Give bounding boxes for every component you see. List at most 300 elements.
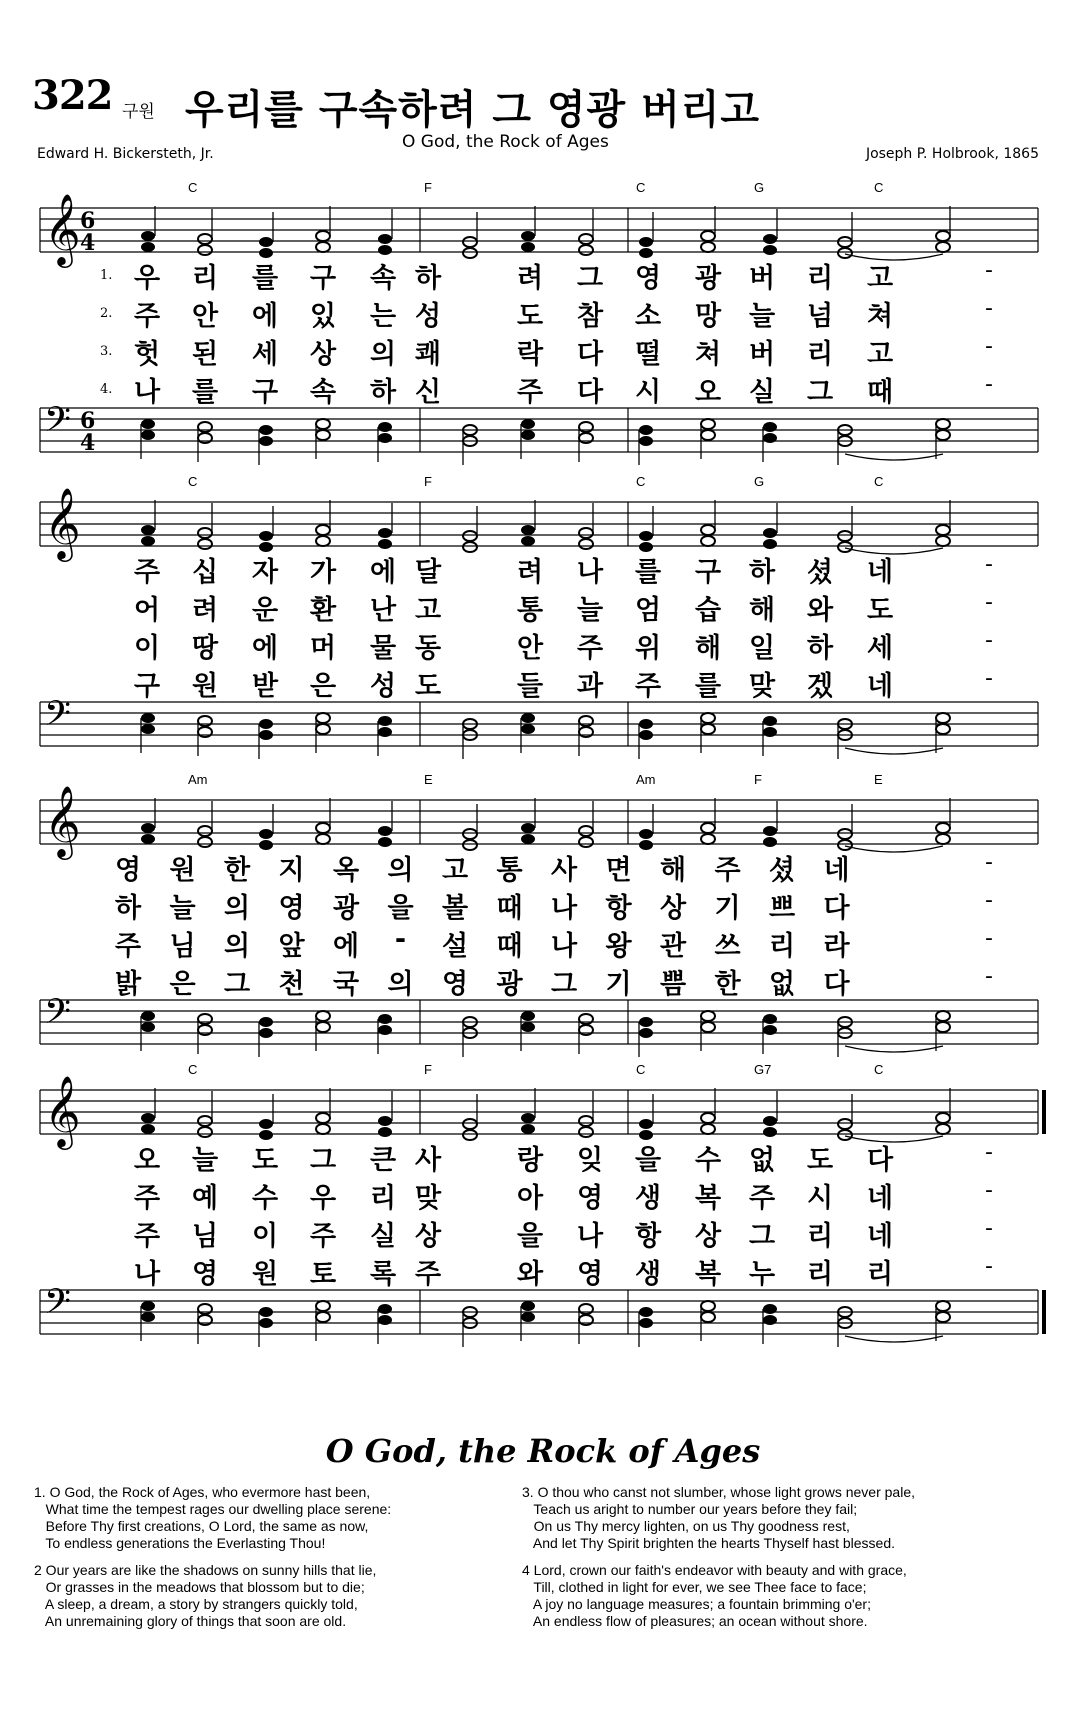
composer: Joseph P. Holbrook, 1865 <box>865 146 1039 162</box>
lyric-syllable: 쳐 <box>694 339 722 370</box>
lyric-syllable: 왕 <box>605 931 632 962</box>
note <box>701 430 715 440</box>
extender-dash: - <box>985 258 993 283</box>
lyric-syllable: 와 <box>806 595 834 626</box>
bass-clef-icon: 𝄢 <box>44 399 72 448</box>
lyric-syllable: 이 <box>133 633 161 664</box>
lyric-syllable: 영 <box>191 1259 219 1290</box>
chord-symbol: G <box>754 474 765 489</box>
lyric-syllable: 신 <box>414 377 442 408</box>
note <box>763 727 777 737</box>
note <box>763 1014 777 1024</box>
time-signature-bottom: 4 <box>80 430 96 456</box>
note <box>936 525 950 535</box>
note <box>378 1315 392 1325</box>
lyric-syllable: 라 <box>823 931 850 962</box>
note <box>763 1315 777 1325</box>
note <box>316 1301 330 1311</box>
lyric-syllable: 고 <box>866 263 894 294</box>
note <box>141 1301 155 1311</box>
lyric-syllable: 원 <box>191 671 219 702</box>
lyric-syllable: 그 <box>748 1221 776 1252</box>
note <box>701 834 715 844</box>
lyric-syllable: 주 <box>634 671 662 702</box>
english-title: O God, the Rock of Ages <box>325 1432 761 1470</box>
lyric-syllable: 려 <box>516 263 544 294</box>
note <box>198 539 212 549</box>
note <box>378 727 392 737</box>
note <box>701 536 715 546</box>
lyric-syllable: 잊 <box>576 1145 604 1176</box>
extender-dash: - <box>985 1178 993 1203</box>
note <box>141 419 155 429</box>
note <box>378 837 392 847</box>
note <box>521 1113 535 1123</box>
note <box>521 823 535 833</box>
lyric-syllable: 엄 <box>634 595 662 626</box>
lyric-syllable: 영 <box>278 893 305 924</box>
note <box>521 525 535 535</box>
english-subtitle: O God, the Rock of Ages <box>402 132 609 152</box>
extender-dash: - <box>985 888 993 913</box>
lyric-syllable: 토 <box>309 1259 337 1290</box>
lyric-syllable: 나 <box>576 557 604 588</box>
lyric-syllable: 운 <box>251 595 279 626</box>
note <box>838 237 852 247</box>
lyric-syllable: 달 <box>414 557 442 588</box>
note <box>198 528 212 538</box>
verse-line: Teach us aright to number our years before they fail; <box>522 1501 858 1517</box>
treble-staff <box>40 502 1038 546</box>
lyric-syllable: 하 <box>369 377 397 408</box>
chord-symbol: C <box>874 474 884 489</box>
lyric-syllable: 수 <box>694 1145 722 1176</box>
note <box>639 730 653 740</box>
lyric-syllable: 네 <box>866 1183 894 1214</box>
note <box>521 242 535 252</box>
english-verse <box>522 1562 907 1630</box>
extender-dash: - <box>985 666 993 691</box>
note <box>316 419 330 429</box>
time-signature-top: 6 <box>80 208 96 234</box>
note <box>141 1022 155 1032</box>
lyric-syllable: 그 <box>576 263 604 294</box>
lyric-syllable: 해 <box>748 595 776 626</box>
note <box>936 1022 950 1032</box>
note <box>463 1119 477 1129</box>
verse-number: 1. <box>100 268 113 283</box>
lyric-line <box>0 550 1086 586</box>
lyric-syllable: 리 <box>806 339 834 370</box>
lyric-syllable: 없 <box>768 969 796 1000</box>
lyric-syllable: 를 <box>251 263 279 294</box>
note <box>579 234 593 244</box>
extender-dash: - <box>985 1254 993 1279</box>
lyric-syllable: 때 <box>496 931 523 962</box>
verse-line: What time the tempest rages our dwelling place serene: <box>34 1501 392 1517</box>
note <box>521 724 535 734</box>
note <box>198 1127 212 1137</box>
lyric-syllable: 주 <box>748 1183 776 1214</box>
note <box>198 245 212 255</box>
lyric-syllable: 영 <box>441 969 469 1000</box>
lyric-syllable: 오 <box>694 377 722 408</box>
lyric-syllable: 기 <box>605 969 632 1000</box>
note <box>763 1304 777 1314</box>
note <box>378 528 392 538</box>
note <box>936 419 950 429</box>
note <box>763 1127 777 1137</box>
lyric-syllable: 해 <box>659 855 687 886</box>
lyric-syllable: 한 <box>223 855 251 886</box>
lyric-syllable: 고 <box>414 595 442 626</box>
note <box>521 430 535 440</box>
hymn-category: 구원 <box>122 102 155 122</box>
lyric-syllable: 셨 <box>806 557 834 588</box>
lyric-syllable: 하 <box>806 633 834 664</box>
lyric-syllable: 은 <box>309 671 337 702</box>
lyric-syllable: 소 <box>634 301 662 332</box>
lyric-syllable: 구 <box>309 263 337 294</box>
lyric-syllable: 맞 <box>414 1183 442 1214</box>
lyricist: Edward H. Bickersteth, Jr. <box>37 146 214 162</box>
note <box>316 536 330 546</box>
treble-staff <box>40 1090 1038 1134</box>
note <box>259 1028 273 1038</box>
chord-symbol: C <box>636 474 646 489</box>
time-signature-bottom: 4 <box>80 230 96 256</box>
note <box>521 1312 535 1322</box>
verse-line: Before Thy first creations, O Lord, the same as now, <box>34 1518 369 1534</box>
note <box>701 525 715 535</box>
lyric-syllable: 다 <box>866 1145 894 1176</box>
note <box>639 1318 653 1328</box>
note <box>378 1025 392 1035</box>
note <box>259 425 273 435</box>
note <box>701 419 715 429</box>
note <box>259 1017 273 1027</box>
note <box>378 1014 392 1024</box>
verse-line: Or grasses in the meadows that blossom but to die; <box>34 1579 365 1595</box>
treble-clef-icon: 𝄞 <box>44 192 81 265</box>
lyric-syllable: 떨 <box>634 339 662 370</box>
lyric-syllable: 다 <box>823 969 850 1000</box>
lyric-syllable: 의 <box>387 969 414 1000</box>
bass-clef-icon: 𝄢 <box>44 1281 72 1330</box>
tie <box>845 454 943 460</box>
lyric-syllable: 다 <box>576 377 604 408</box>
chord-symbol: E <box>874 772 883 787</box>
lyric-syllable: 때 <box>866 377 894 408</box>
english-verse <box>34 1484 391 1552</box>
lyric-syllable: 에 <box>332 931 360 962</box>
note <box>198 1116 212 1126</box>
note <box>521 834 535 844</box>
note <box>579 1116 593 1126</box>
chord-symbol: E <box>424 772 433 787</box>
lyric-syllable: 항 <box>634 1221 662 1252</box>
chord-symbol: F <box>424 474 432 489</box>
lyric-syllable: 맞 <box>748 671 776 702</box>
note <box>838 1119 852 1129</box>
korean-title: 우리를 구속하려 그 영광 버리고 <box>185 87 761 133</box>
lyric-syllable: 려 <box>191 595 219 626</box>
note <box>378 1116 392 1126</box>
lyric-syllable: 실 <box>369 1221 397 1252</box>
lyric-line <box>0 1176 1086 1212</box>
chord-symbol: Am <box>188 772 208 787</box>
lyric-syllable: 쳐 <box>866 301 894 332</box>
lyric-syllable: 를 <box>191 377 219 408</box>
note <box>316 823 330 833</box>
note <box>763 539 777 549</box>
extender-dash: - <box>985 296 993 321</box>
lyric-syllable: 위 <box>634 633 662 664</box>
lyric-syllable: 하 <box>414 263 442 294</box>
lyric-syllable: 주 <box>714 855 741 886</box>
lyric-syllable: 복 <box>694 1183 722 1214</box>
note <box>378 1304 392 1314</box>
note <box>639 1307 653 1317</box>
note <box>763 245 777 255</box>
bass-staff <box>40 702 1038 746</box>
note <box>763 1116 777 1126</box>
lyric-syllable: 에 <box>369 557 397 588</box>
lyric-syllable: 한 <box>714 969 741 1000</box>
verse-line: 4 Lord, crown our faith's endeavor with beauty and with grace, <box>522 1562 907 1578</box>
lyric-syllable: 기 <box>714 893 741 924</box>
lyric-syllable: 네 <box>866 557 894 588</box>
chord-symbol: C <box>188 474 198 489</box>
lyric-syllable: 받 <box>251 671 279 702</box>
lyric-syllable: 를 <box>634 557 662 588</box>
lyric-syllable: 실 <box>748 377 776 408</box>
lyric-line <box>0 256 1086 292</box>
verse-line: And let Thy Spirit brighten the hearts Thyself hast blessed. <box>522 1535 896 1551</box>
note <box>936 1301 950 1311</box>
note <box>639 425 653 435</box>
extender-dash: - <box>985 1140 993 1165</box>
note <box>259 1318 273 1328</box>
chord-symbol: G <box>754 180 765 195</box>
lyric-syllable: 세 <box>251 339 279 370</box>
lyric-syllable: 복 <box>694 1259 722 1290</box>
chord-symbol: C <box>188 1062 198 1077</box>
note <box>378 245 392 255</box>
note <box>763 528 777 538</box>
note <box>763 837 777 847</box>
note <box>639 531 653 541</box>
note <box>936 1124 950 1134</box>
note <box>838 829 852 839</box>
lyric-syllable: 밝 <box>114 969 142 1000</box>
note <box>579 1127 593 1137</box>
lyric-syllable: 물 <box>369 633 397 664</box>
lyric-line <box>0 332 1086 368</box>
lyric-syllable: 있 <box>309 301 337 332</box>
note <box>259 531 273 541</box>
lyric-syllable: 은 <box>169 969 196 1000</box>
lyric-syllable: 없 <box>748 1145 776 1176</box>
lyric-syllable: 시 <box>806 1183 834 1214</box>
lyric-syllable: 네 <box>866 671 894 702</box>
lyric-syllable: 머 <box>309 633 337 664</box>
lyric-syllable: 겠 <box>806 671 834 702</box>
note <box>141 823 155 833</box>
lyric-syllable: 참 <box>576 301 604 332</box>
extender-dash: - <box>985 926 993 951</box>
extender-dash: - <box>985 372 993 397</box>
note <box>141 1124 155 1134</box>
note <box>639 237 653 247</box>
lyric-syllable: 광 <box>332 893 360 924</box>
lyric-syllable: 에 <box>251 301 279 332</box>
lyric-syllable: 늘 <box>748 301 776 332</box>
lyric-syllable: 성 <box>369 671 397 702</box>
verse-line: On us Thy mercy lighten, on us Thy goodness rest, <box>522 1518 850 1534</box>
lyric-syllable: 상 <box>659 893 687 924</box>
lyric-line <box>0 1138 1086 1174</box>
lyric-syllable: 지 <box>278 855 305 886</box>
lyric-syllable: 예 <box>191 1183 219 1214</box>
lyric-syllable: 하 <box>748 557 776 588</box>
note <box>316 525 330 535</box>
lyric-syllable: 안 <box>516 633 544 664</box>
note <box>316 1011 330 1021</box>
note <box>936 713 950 723</box>
note <box>378 826 392 836</box>
lyric-syllable: 상 <box>694 1221 722 1252</box>
note <box>639 1119 653 1129</box>
lyric-line <box>0 588 1086 624</box>
lyric-syllable: 영 <box>634 263 662 294</box>
note <box>701 713 715 723</box>
lyric-syllable: 구 <box>694 557 722 588</box>
note <box>579 528 593 538</box>
note <box>316 724 330 734</box>
lyric-syllable: 사 <box>414 1145 442 1176</box>
lyric-syllable: 영 <box>576 1183 604 1214</box>
note <box>701 1312 715 1322</box>
lyric-syllable: 오 <box>133 1145 161 1176</box>
lyric-syllable: 동 <box>414 633 442 664</box>
lyric-syllable: 설 <box>441 931 469 962</box>
lyric-syllable: 주 <box>133 557 161 588</box>
note <box>639 1017 653 1027</box>
lyric-syllable: 리 <box>866 1259 894 1290</box>
note <box>259 237 273 247</box>
lyric-syllable: 그 <box>309 1145 337 1176</box>
treble-clef-icon: 𝄞 <box>44 784 81 857</box>
note <box>521 713 535 723</box>
lyric-syllable: 나 <box>550 931 578 962</box>
note <box>579 245 593 255</box>
lyric-line <box>0 1214 1086 1250</box>
treble-staff <box>40 800 1038 844</box>
lyric-line <box>0 294 1086 330</box>
verse-line: To endless generations the Everlasting Thou! <box>34 1535 326 1551</box>
lyric-syllable: 국 <box>332 969 360 1000</box>
lyric-syllable: 그 <box>806 377 834 408</box>
lyric-syllable: 난 <box>369 595 397 626</box>
verse-number: 3. <box>100 344 113 359</box>
lyric-syllable: 버 <box>748 339 776 370</box>
note <box>463 829 477 839</box>
lyric-syllable: 에 <box>251 633 279 664</box>
note <box>141 724 155 734</box>
lyric-syllable: 항 <box>605 893 632 924</box>
lyric-syllable: 쾌 <box>414 339 442 370</box>
note <box>141 525 155 535</box>
note <box>259 829 273 839</box>
note <box>936 1113 950 1123</box>
lyric-syllable: 나 <box>576 1221 604 1252</box>
lyric-syllable: 의 <box>369 339 397 370</box>
lyric-syllable: 려 <box>516 557 544 588</box>
lyric-syllable: 누 <box>748 1259 776 1290</box>
lyric-syllable: 주 <box>309 1221 337 1252</box>
lyric-syllable: 영 <box>114 855 142 886</box>
chord-symbol: C <box>188 180 198 195</box>
extender-dash: - <box>985 964 993 989</box>
lyric-syllable: 상 <box>414 1221 442 1252</box>
lyric-line <box>0 626 1086 662</box>
lyric-syllable: 십 <box>191 557 219 588</box>
extender-dash: - <box>985 552 993 577</box>
note <box>141 713 155 723</box>
lyric-syllable: 도 <box>414 671 442 702</box>
note <box>701 1011 715 1021</box>
note <box>141 1011 155 1021</box>
verse-line: An endless flow of pleasures; an ocean without shore. <box>522 1613 868 1629</box>
note <box>763 234 777 244</box>
note <box>378 422 392 432</box>
extender-dash: - <box>985 1216 993 1241</box>
lyric-syllable: 관 <box>659 931 687 962</box>
note <box>639 1028 653 1038</box>
lyric-syllable: 나 <box>133 377 161 408</box>
chord-symbol: F <box>754 772 762 787</box>
note <box>259 719 273 729</box>
note <box>763 422 777 432</box>
lyric-syllable: 수 <box>251 1183 279 1214</box>
lyric-syllable: 환 <box>309 595 337 626</box>
lyric-syllable: 우 <box>309 1183 337 1214</box>
lyric-syllable: 가 <box>309 557 337 588</box>
lyric-syllable: 의 <box>387 855 414 886</box>
note <box>639 719 653 729</box>
lyric-syllable: 속 <box>309 377 337 408</box>
chord-symbol: C <box>636 1062 646 1077</box>
note <box>463 237 477 247</box>
lyric-syllable: 주 <box>114 931 142 962</box>
note <box>579 826 593 836</box>
lyric-syllable: 주 <box>414 1259 442 1290</box>
lyric-syllable: 도 <box>866 595 894 626</box>
note <box>701 1124 715 1134</box>
lyric-line <box>0 886 1086 922</box>
english-verse <box>522 1484 915 1552</box>
lyric-syllable: 록 <box>369 1259 397 1290</box>
lyric-syllable: 그 <box>550 969 578 1000</box>
lyric-syllable: 때 <box>496 893 523 924</box>
bass-staff <box>40 1000 1038 1044</box>
lyric-syllable: 리 <box>369 1183 397 1214</box>
lyric-syllable: 네 <box>866 1221 894 1252</box>
note <box>763 1025 777 1035</box>
note <box>701 1113 715 1123</box>
treble-clef-icon: 𝄞 <box>44 486 81 559</box>
